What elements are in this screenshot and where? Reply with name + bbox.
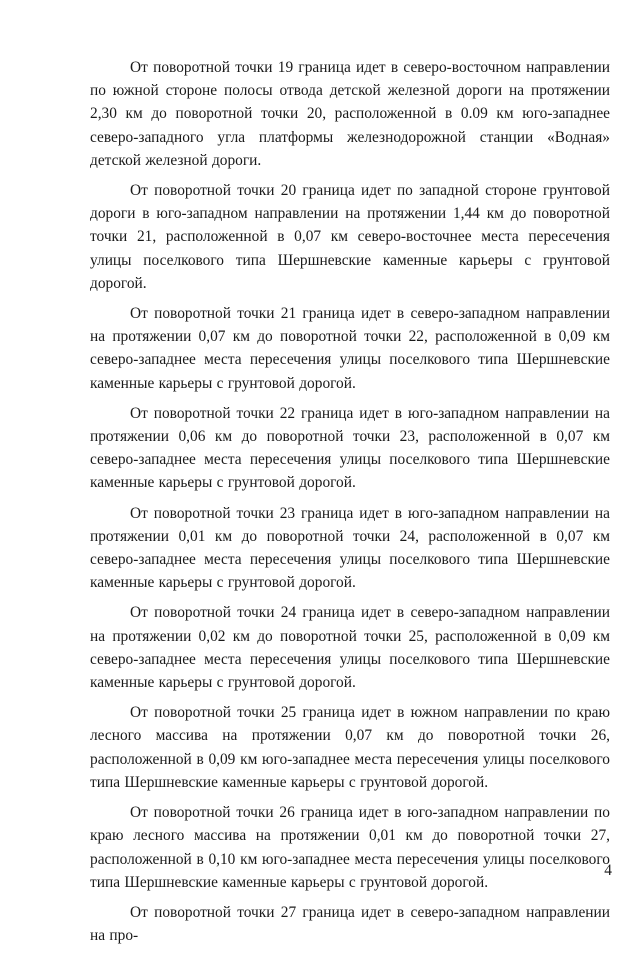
paragraph-point-22: От поворотной точки 22 граница идет в юго-западном направлении на протяжении 0,06 км до поворотной точки 23, расположенной в 0,07 км северо-западнее места пересечения улицы поселкового типа Шершневские каменные карьеры с грунтовой дорогой. (90, 404, 610, 492)
paragraph-point-26: От поворотной точки 26 граница идет в юго-западном направлении по краю лесного массива на протяжении 0,01 км до поворотной точки 27, расположенной в 0,10 км юго-западнее места пересечения улицы поселкового типа Шершневские каменные карьеры с грунтовой дорогой. (90, 804, 610, 891)
document-body (90, 56, 610, 954)
paragraph-point-23: От поворотной точки 23 граница идет в юго-западном направлении на протяжении 0,01 км до поворотной точки 24, расположенной в 0,07 км северо-западнее места пересечения улицы поселкового типа Шершневские каменные карьеры с грунтовой дорогой. (90, 504, 610, 592)
paragraph-point-27: От поворотной точки 27 граница идет в северо-западном направлении на про- (90, 903, 610, 945)
paragraph-point-25: От поворотной точки 25 граница идет в южном направлении по краю лесного массива на протяжении 0,07 км до поворотной точки 26, расположенной в 0,09 км юго-западнее места пересечения улицы поселкового типа Шершневские каменные карьеры с грунтовой дорогой. (90, 704, 610, 791)
paragraph-point-20: От поворотной точки 20 граница идет по западной стороне грунтовой дороги в юго-западном направлении на протяжении 1,44 км до поворотной точки 21, расположенной в 0,07 км северо-восточнее места пересечения улицы поселкового типа Шершневские каменные карьеры с грунтовой дорогой. (90, 182, 610, 292)
paragraph-point-24: От поворотной точки 24 граница идет в северо-западном направлении на протяжении 0,02 км до поворотной точки 25, расположенной в 0,09 км северо-западнее места пересечения улицы поселкового типа Шершневские каменные карьеры с грунтовой дорогой. (90, 604, 610, 692)
page-number: 4 (604, 862, 612, 879)
paragraph-point-21: От поворотной точки 21 граница идет в северо-западном направлении на протяжении 0,07 км до поворотной точки 22, расположенной в 0,09 км северо-западнее места пересечения улицы поселкового типа Шершневские каменные карьеры с грунтовой дорогой. (90, 305, 610, 392)
paragraph-point-19: От поворотной точки 19 граница идет в северо-восточном направлении по южной стороне полосы отвода детской железной дороги на протяжении 2,30 км до поворотной точки 20, расположенной в 0.09 км юго-западнее северо-западного угла платформы железнодорожной станции «Водная» детской железной дороги. (90, 59, 610, 169)
